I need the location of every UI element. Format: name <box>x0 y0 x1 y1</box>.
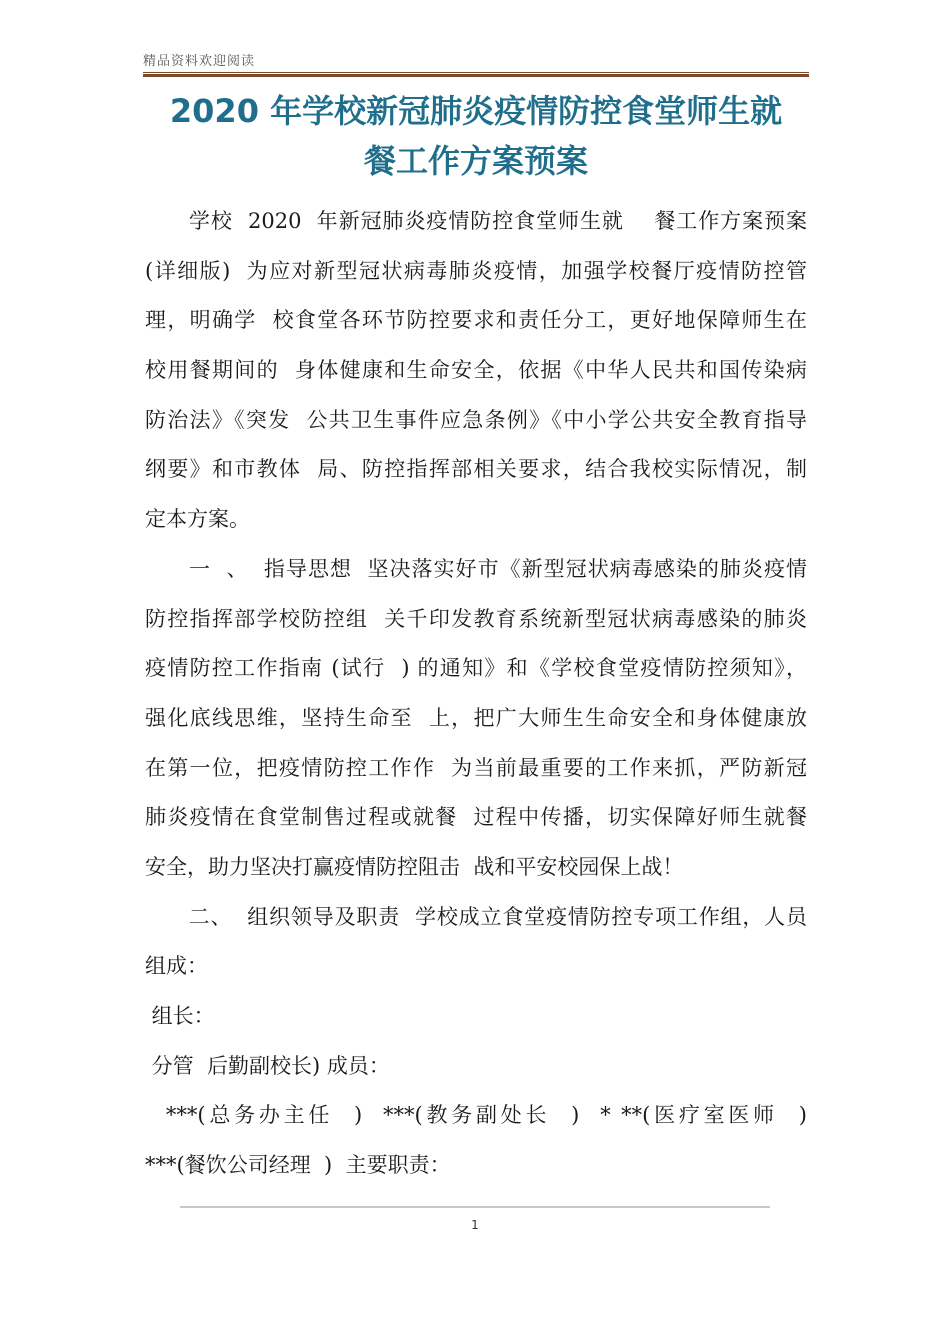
document-body <box>145 197 807 1191</box>
body-line: 在第一位，把疫情防控工作作 为当前最重要的工作来抓，严防新冠 <box>145 755 807 780</box>
header-rule-thick <box>143 74 809 77</box>
body-line: 防治法》《突发 公共卫生事件应急条例》《中小学公共安全教育指导 <box>145 407 807 432</box>
body-line: 分管 后勤副校长) 成员： <box>145 1053 390 1078</box>
body-line: 二、 组织领导及职责 学校成立食堂疫情防控专项工作组，人员 <box>145 904 807 929</box>
document-title <box>143 86 809 186</box>
body-line: 安全，助力坚决打赢疫情防控阻击 战和平安校园保上战！ <box>145 854 684 879</box>
body-line: 组成： <box>145 954 208 979</box>
body-line: 防控指挥部学校防控组 关千印发教育系统新型冠状病毒感染的肺炎 <box>145 606 807 631</box>
body-line: 理，明确学 校食堂各环节防控要求和责任分工，更好地保障师生在 <box>145 308 807 333</box>
body-line: 肺炎疫情在食堂制售过程或就餐 过程中传播，切实保障好师生就餐 <box>145 805 807 830</box>
header-text: 精品资料欢迎阅读 <box>143 54 256 69</box>
body-line: ***(餐饮公司经理 ) 主要职责： <box>145 1153 451 1178</box>
body-line: ***(总务办主任 ) ***(教务副处长 ) * **(医疗室医师 ) <box>145 1103 807 1128</box>
title-line-2: 餐工作方案预案 <box>363 142 588 180</box>
page-footer <box>180 1206 770 1232</box>
footer-rule <box>180 1206 770 1208</box>
page-header <box>143 54 809 77</box>
header-rule <box>143 72 809 73</box>
body-line: (详细版) 为应对新型冠状病毒肺炎疫情，加强学校餐厅疫情防控管 <box>145 258 807 283</box>
body-line: 定本方案。 <box>145 507 250 532</box>
body-line: 纲要》和市教体 局、防控指挥部相关要求，结合我校实际情况，制 <box>145 457 807 482</box>
body-line: 疫情防控工作指南 (试行 ) 的通知》和《学校食堂疫情防控须知》， <box>145 656 807 681</box>
body-line: 校用餐期间的 身体健康和生命安全，依据《中华人民共和国传染病 <box>145 358 807 383</box>
page-number: 1 <box>471 1218 479 1232</box>
body-line: 强化底线思维，坚持生命至 上，把广大师生生命安全和身体健康放 <box>145 705 807 730</box>
body-line: 组长： <box>145 1004 215 1028</box>
body-line: 一 、 指导思想 坚决落实好市《新型冠状病毒感染的肺炎疫情 <box>145 556 807 581</box>
title-line-1: 2020 年学校新冠肺炎疫情防控食堂师生就 <box>169 92 783 130</box>
body-line: 学校 2020 年新冠肺炎疫情防控食堂师生就 餐工作方案预案 <box>145 209 807 233</box>
